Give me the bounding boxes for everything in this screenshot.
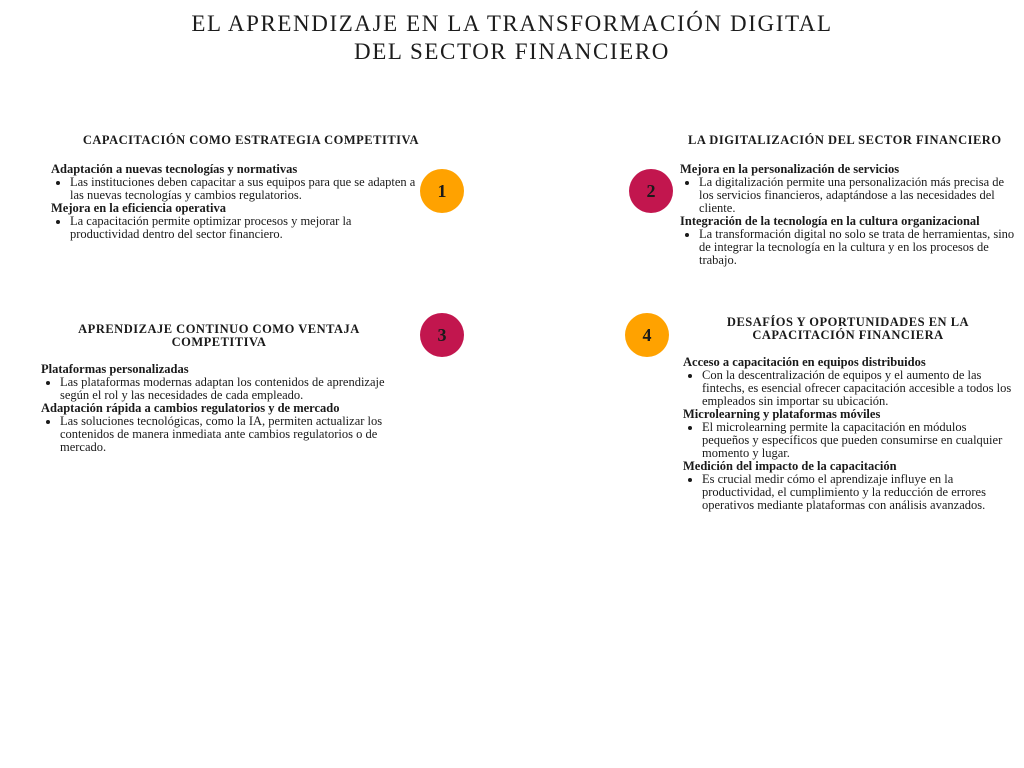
bullet-list [41,376,397,402]
number-badge-2: 2 [629,169,673,213]
bullet-text: • Las instituciones deben capacitar a sus equipos para que se adapten a las nuevas tecnologías y cambios regulatorios. [70,176,419,202]
section-1-item-1 [51,163,419,202]
bullet-text: • Es crucial medir cómo el aprendizaje influye en la productividad, el cumplimiento y la reducción de errores operativos mediante plataformas con análisis avanzados. [702,473,1013,512]
bullet-list [41,415,397,454]
bullet-list [683,473,1013,512]
section-3-item-2 [41,402,397,454]
section-2-item-2 [680,215,1016,267]
section-3-item-1 [41,363,397,402]
bullet-text: • Con la descentralización de equipos y el aumento de las fintechs, es esencial ofrecer capacitación accesible a todos los empleados sin importar su ubicación. [702,369,1013,408]
page-title [0,10,1024,66]
item-title: Adaptación rápida a cambios regulatorios y de mercado [41,401,340,415]
bullet-text: • Las plataformas modernas adaptan los contenidos de aprendizaje según el rol y las necesidades de cada empleado. [60,376,397,402]
section-4-item-1 [683,356,1013,408]
item-title: Acceso a capacitación en equipos distribuidos [683,355,926,369]
section-1-item-2 [51,202,419,241]
item-title: Mejora en la personalización de servicios [680,162,900,176]
bullet-list [680,228,1016,267]
bullet-text: • La capacitación permite optimizar procesos y mejorar la productividad dentro del sector financiero. [70,215,419,241]
number-badge-4: 4 [625,313,669,357]
section-3-heading: APRENDIZAJE CONTINUO COMO VENTAJA COMPETITIVA [78,322,360,349]
bullet-list [683,369,1013,408]
section-1 [51,134,419,241]
bullet-text: • El microlearning permite la capacitación en módulos pequeños y específicos que pueden consumirse en cualquier momento y lugar. [702,421,1013,460]
item-title: Mejora en la eficiencia operativa [51,201,226,215]
bullet-list [680,176,1016,215]
page-title-line-2: DEL SECTOR FINANCIERO [353,39,670,64]
bullet-text: • La transformación digital no solo se trata de herramientas, sino de integrar la tecnología en la cultura y en los procesos de trabajo. [699,228,1016,267]
item-title: Microlearning y plataformas móviles [683,407,881,421]
number-badge-3: 3 [420,313,464,357]
item-title: Adaptación a nuevas tecnologías y normativas [51,162,298,176]
number-badge-1: 1 [420,169,464,213]
bullet-list [683,421,1013,460]
bullet-list [51,176,419,202]
section-4 [683,316,1013,512]
section-2 [680,134,1016,267]
item-title: Medición del impacto de la capacitación [683,459,897,473]
section-4-item-2 [683,408,1013,460]
section-1-heading: CAPACITACIÓN COMO ESTRATEGIA COMPETITIVA [82,133,419,147]
section-4-heading: DESAFÍOS Y OPORTUNIDADES EN LA CAPACITACIÓN FINANCIERA [726,315,970,342]
section-2-heading: LA DIGITALIZACIÓN DEL SECTOR FINANCIERO [688,133,1002,147]
page-title-line-1: EL APRENDIZAJE EN LA TRANSFORMACIÓN DIGITAL [191,11,833,36]
item-title: Plataformas personalizadas [41,362,189,376]
section-2-item-1 [680,163,1016,215]
section-3 [41,323,397,454]
bullet-text: • La digitalización permite una personalización más precisa de los servicios financieros, adaptándose a las necesidades del cliente. [699,176,1016,215]
bullet-text: • Las soluciones tecnológicas, como la IA, permiten actualizar los contenidos de manera inmediata ante cambios regulatorios o de mercado. [60,415,397,454]
bullet-list [51,215,419,241]
item-title: Integración de la tecnología en la cultura organizacional [680,214,980,228]
section-4-item-3 [683,460,1013,512]
